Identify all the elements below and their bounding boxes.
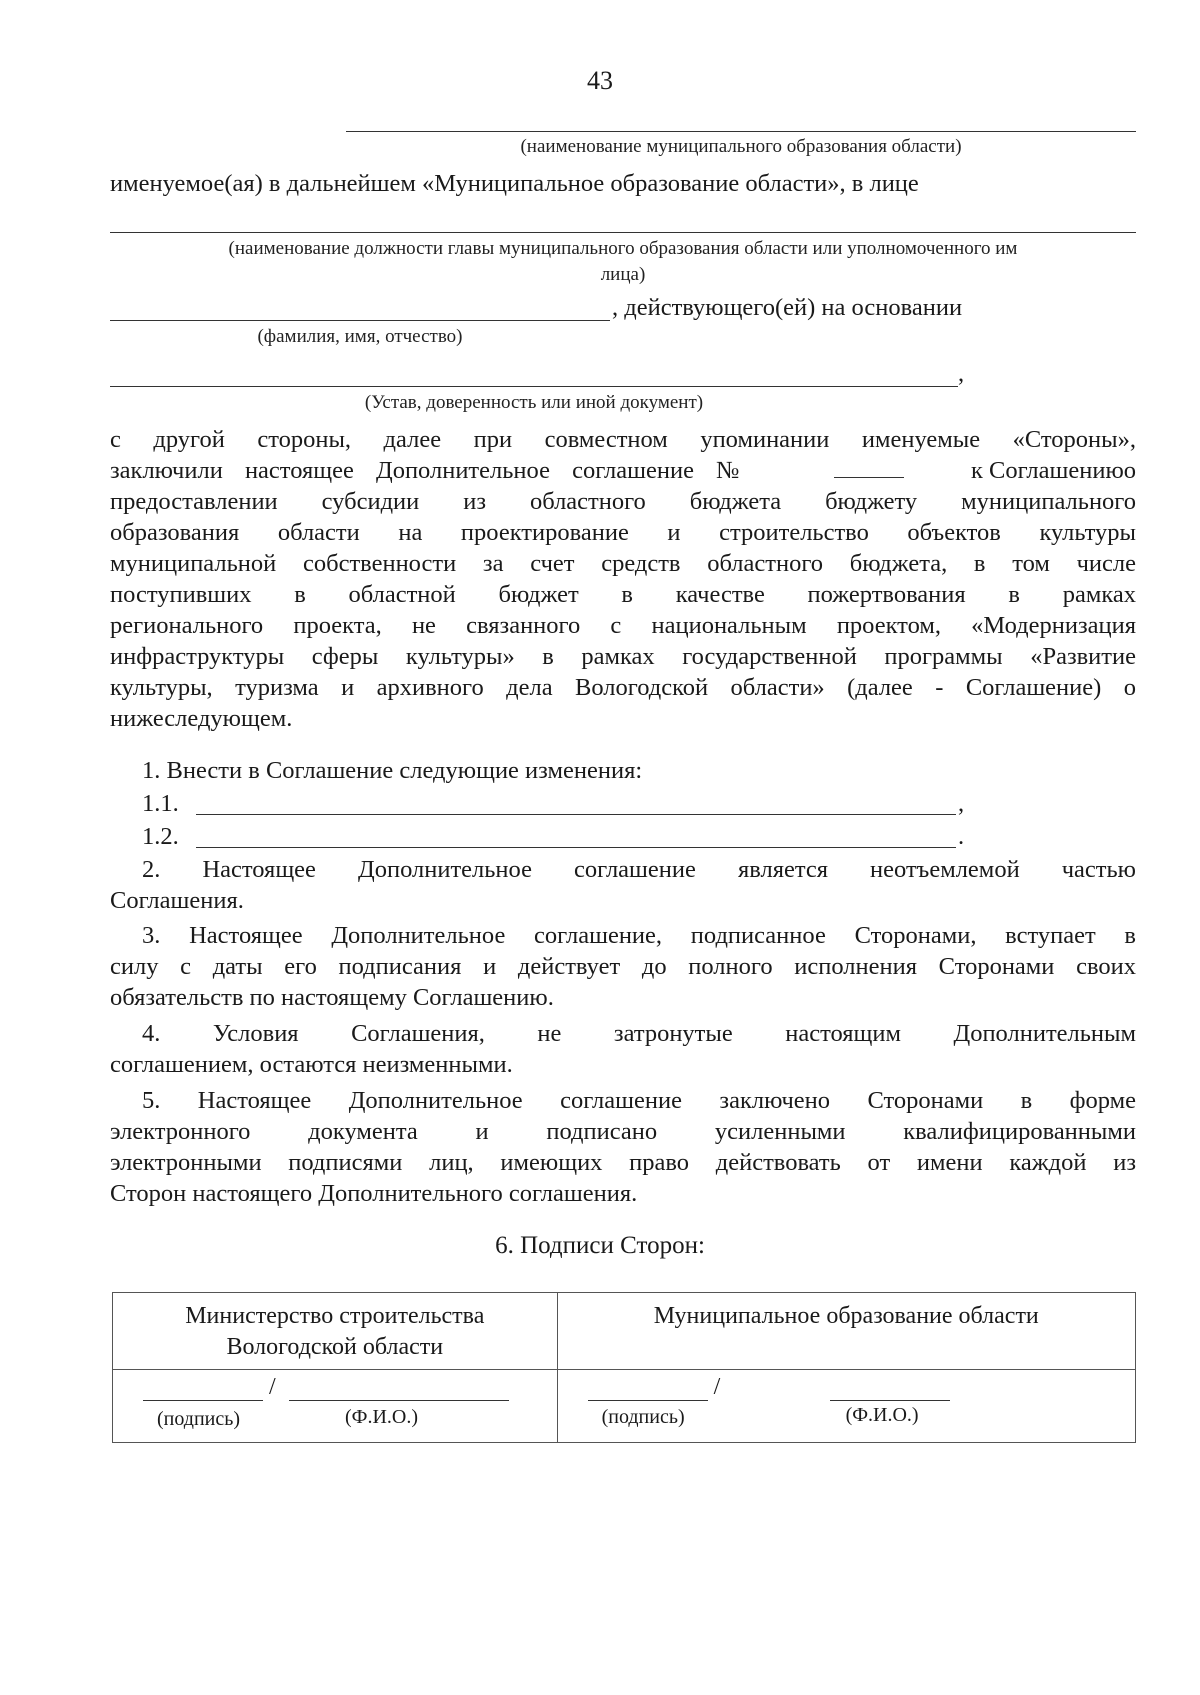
position-caption-line1: (наименование должности главы муниципального образования области или уполномоченного им: [228, 238, 1018, 259]
item-1: 1. Внести в Соглашение следующие изменения:: [142, 757, 643, 784]
preamble-line-start: заключили настоящее Дополнительное соглашение №: [110, 457, 740, 484]
municipality-name-line: [346, 131, 1136, 132]
left-party-name-line1: Министерство строительства: [185, 1303, 485, 1329]
preamble-line: образования области на проектирование и строительство объектов культуры: [110, 519, 1136, 546]
fio-line: [110, 320, 610, 321]
position-line: [110, 232, 1136, 233]
item-1-2-label: 1.2.: [142, 823, 179, 850]
item-5-line: электронного документа и подписано усиленными квалифицированными: [110, 1118, 1136, 1145]
item-1-1-line[interactable]: [196, 814, 956, 815]
right-signature-line[interactable]: [588, 1400, 708, 1401]
document-line-comma: ,: [958, 360, 965, 387]
left-signature-cell: [113, 1370, 558, 1443]
right-signature-cell: [557, 1370, 1135, 1443]
item-5: [110, 1085, 1136, 1209]
item-1-1-label: 1.1.: [142, 790, 179, 817]
named-line: именуемое(ая) в дальнейшем «Муниципальное образование области», в лице: [110, 170, 919, 197]
left-fio-line[interactable]: [289, 1400, 509, 1401]
left-signature-label: (подпись): [157, 1408, 241, 1430]
item-5-line: электронными подписями лиц, имеющих право действовать от имени каждой из: [110, 1149, 1136, 1176]
document-line: [110, 386, 958, 387]
item-2-line: Соглашения.: [110, 887, 244, 914]
right-party-name: Муниципальное образование области: [653, 1303, 1039, 1329]
signatures-table: [112, 1292, 1136, 1443]
right-party-cell: [557, 1293, 1135, 1370]
preamble-line: инфраструктуры сферы культуры» в рамках государственной программы «Развитие: [110, 643, 1136, 670]
item-5-line: Сторон настоящего Дополнительного соглашения.: [110, 1180, 638, 1207]
item-3-line: силу с даты его подписания и действует до полного исполнения Сторонами своих: [110, 953, 1136, 980]
left-fio-label: (Ф.И.О.): [345, 1406, 419, 1428]
left-slash: /: [269, 1374, 276, 1400]
preamble-line: нижеследующем.: [110, 705, 293, 732]
item-2-line: 2. Настоящее Дополнительное соглашение является неотъемлемой частью: [142, 856, 1136, 883]
left-signature-line[interactable]: [143, 1400, 263, 1401]
preamble-line: с другой стороны, далее при совместном упоминании именуемые «Стороны»,: [110, 426, 1136, 453]
fio-caption: (фамилия, имя, отчество): [257, 326, 463, 347]
document-caption: (Устав, доверенность или иной документ): [364, 392, 704, 413]
page-number: 43: [587, 66, 613, 95]
preamble-line-end: к Соглашениюо: [970, 457, 1136, 484]
item-4-line: 4. Условия Соглашения, не затронутые настоящим Дополнительным: [142, 1020, 1136, 1047]
preamble-line: регионального проекта, не связанного с национальным проектом, «Модернизация: [110, 612, 1136, 639]
preamble-line: муниципальной собственности за счет средств областного бюджета, в том числе: [110, 550, 1136, 577]
municipality-caption: (наименование муниципального образования области): [520, 136, 962, 157]
signatures-heading: 6. Подписи Сторон:: [495, 1232, 705, 1259]
item-4-line: соглашением, остаются неизменными.: [110, 1051, 513, 1078]
left-party-cell: [113, 1293, 558, 1370]
preamble-line-number: [110, 455, 1136, 486]
item-2: [110, 854, 1136, 916]
right-signature-label: (подпись): [601, 1406, 685, 1428]
right-slash: /: [713, 1374, 721, 1400]
preamble-paragraph: [110, 424, 1136, 734]
right-fio-line[interactable]: [830, 1400, 950, 1401]
item-3-line: обязательств по настоящему Соглашению.: [110, 984, 554, 1011]
position-caption-line2: лица): [600, 264, 646, 285]
preamble-line: культуры, туризма и архивного дела Вологодской области» (далее - Соглашение) о: [110, 674, 1136, 701]
preamble-line: поступивших в областной бюджет в качестве пожертвования в рамках: [110, 581, 1136, 608]
item-4: [110, 1018, 1136, 1080]
item-3-line: 3. Настоящее Дополнительное соглашение, подписанное Сторонами, вступает в: [142, 922, 1136, 949]
item-1-1-end: ,: [958, 790, 965, 817]
item-3: [110, 920, 1136, 1013]
item-1-2-line[interactable]: [196, 847, 956, 848]
preamble-line: предоставлении субсидии из областного бюджета бюджету муниципального: [110, 488, 1136, 515]
item-1-2-end: .: [958, 823, 965, 850]
left-party-name-line2: Вологодской области: [226, 1334, 444, 1360]
agreement-number-blank[interactable]: [834, 457, 904, 478]
item-5-line: 5. Настоящее Дополнительное соглашение заключено Сторонами в форме: [142, 1087, 1136, 1114]
right-fio-label: (Ф.И.О.): [845, 1404, 919, 1426]
acting-text: , действующего(ей) на основании: [612, 294, 963, 321]
